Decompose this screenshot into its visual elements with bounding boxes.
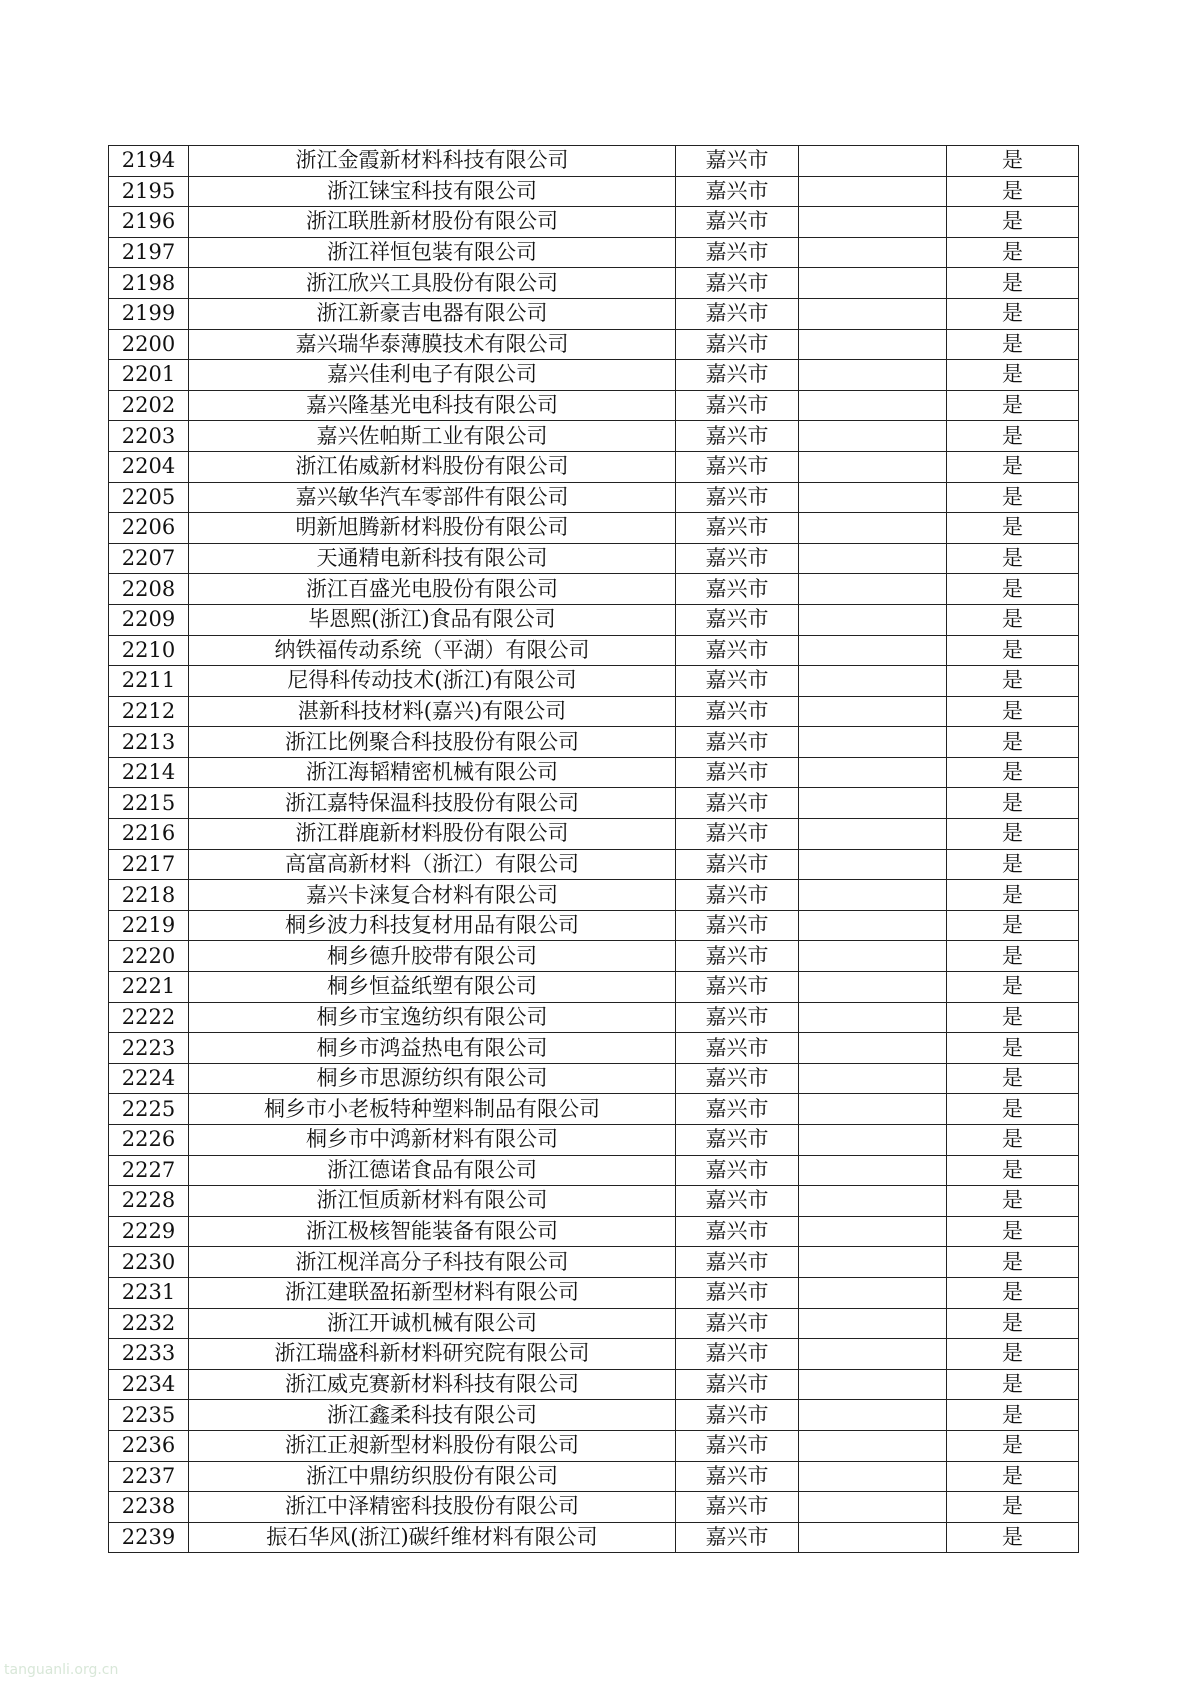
blank-cell	[799, 1216, 947, 1247]
blank-cell	[799, 1033, 947, 1064]
table-row	[109, 1461, 1079, 1492]
row-number-cell: 2205	[109, 482, 189, 513]
blank-cell	[799, 268, 947, 299]
blank-cell	[799, 666, 947, 697]
company-name-cell: 浙江威克赛新材料科技有限公司	[189, 1369, 676, 1400]
blank-cell	[799, 880, 947, 911]
table-row	[109, 910, 1079, 941]
row-number-cell: 2230	[109, 1247, 189, 1278]
flag-cell: 是	[947, 298, 1079, 329]
flag-cell: 是	[947, 604, 1079, 635]
flag-cell: 是	[947, 574, 1079, 605]
row-number-cell: 2225	[109, 1094, 189, 1125]
blank-cell	[799, 1063, 947, 1094]
company-name-cell: 浙江联胜新材股份有限公司	[189, 207, 676, 238]
blank-cell	[799, 390, 947, 421]
table-row	[109, 972, 1079, 1003]
row-number-cell: 2224	[109, 1063, 189, 1094]
row-number-cell: 2200	[109, 329, 189, 360]
row-number-cell: 2216	[109, 819, 189, 850]
city-cell: 嘉兴市	[676, 941, 799, 972]
table-row	[109, 849, 1079, 880]
flag-cell: 是	[947, 390, 1079, 421]
table-row	[109, 237, 1079, 268]
row-number-cell: 2210	[109, 635, 189, 666]
blank-cell	[799, 972, 947, 1003]
row-number-cell: 2238	[109, 1492, 189, 1523]
city-cell: 嘉兴市	[676, 1522, 799, 1553]
city-cell: 嘉兴市	[676, 146, 799, 177]
flag-cell: 是	[947, 1155, 1079, 1186]
flag-cell: 是	[947, 1277, 1079, 1308]
table-row	[109, 666, 1079, 697]
blank-cell	[799, 819, 947, 850]
company-name-cell: 嘉兴隆基光电科技有限公司	[189, 390, 676, 421]
city-cell: 嘉兴市	[676, 329, 799, 360]
blank-cell	[799, 1277, 947, 1308]
city-cell: 嘉兴市	[676, 1033, 799, 1064]
blank-cell	[799, 329, 947, 360]
blank-cell	[799, 1308, 947, 1339]
flag-cell: 是	[947, 513, 1079, 544]
city-cell: 嘉兴市	[676, 1155, 799, 1186]
city-cell: 嘉兴市	[676, 849, 799, 880]
company-name-cell: 浙江瑞盛科新材料研究院有限公司	[189, 1339, 676, 1370]
flag-cell: 是	[947, 1400, 1079, 1431]
row-number-cell: 2215	[109, 788, 189, 819]
blank-cell	[799, 451, 947, 482]
city-cell: 嘉兴市	[676, 1125, 799, 1156]
table-row	[109, 1277, 1079, 1308]
flag-cell: 是	[947, 819, 1079, 850]
blank-cell	[799, 237, 947, 268]
table-row	[109, 1125, 1079, 1156]
row-number-cell: 2228	[109, 1186, 189, 1217]
row-number-cell: 2218	[109, 880, 189, 911]
table-row	[109, 788, 1079, 819]
row-number-cell: 2194	[109, 146, 189, 177]
flag-cell: 是	[947, 849, 1079, 880]
table-row	[109, 1247, 1079, 1278]
company-name-cell: 桐乡市小老板特种塑料制品有限公司	[189, 1094, 676, 1125]
row-number-cell: 2222	[109, 1002, 189, 1033]
company-name-cell: 桐乡恒益纸塑有限公司	[189, 972, 676, 1003]
flag-cell: 是	[947, 1247, 1079, 1278]
city-cell: 嘉兴市	[676, 1492, 799, 1523]
table-row	[109, 1063, 1079, 1094]
blank-cell	[799, 1247, 947, 1278]
flag-cell: 是	[947, 421, 1079, 452]
company-name-cell: 浙江中泽精密科技股份有限公司	[189, 1492, 676, 1523]
flag-cell: 是	[947, 543, 1079, 574]
flag-cell: 是	[947, 1308, 1079, 1339]
city-cell: 嘉兴市	[676, 390, 799, 421]
blank-cell	[799, 910, 947, 941]
city-cell: 嘉兴市	[676, 910, 799, 941]
blank-cell	[799, 1094, 947, 1125]
row-number-cell: 2206	[109, 513, 189, 544]
blank-cell	[799, 1492, 947, 1523]
city-cell: 嘉兴市	[676, 1186, 799, 1217]
blank-cell	[799, 604, 947, 635]
flag-cell: 是	[947, 635, 1079, 666]
table-row	[109, 1186, 1079, 1217]
row-number-cell: 2197	[109, 237, 189, 268]
blank-cell	[799, 482, 947, 513]
blank-cell	[799, 543, 947, 574]
row-number-cell: 2211	[109, 666, 189, 697]
table-row	[109, 1400, 1079, 1431]
company-name-cell: 浙江群鹿新材料股份有限公司	[189, 819, 676, 850]
company-name-cell: 尼得科传动技术(浙江)有限公司	[189, 666, 676, 697]
table-row	[109, 1094, 1079, 1125]
flag-cell: 是	[947, 1094, 1079, 1125]
table-row	[109, 421, 1079, 452]
city-cell: 嘉兴市	[676, 237, 799, 268]
city-cell: 嘉兴市	[676, 635, 799, 666]
company-name-cell: 浙江德诺食品有限公司	[189, 1155, 676, 1186]
flag-cell: 是	[947, 1002, 1079, 1033]
blank-cell	[799, 727, 947, 758]
table-row	[109, 604, 1079, 635]
company-name-cell: 嘉兴敏华汽车零部件有限公司	[189, 482, 676, 513]
city-cell: 嘉兴市	[676, 1308, 799, 1339]
row-number-cell: 2232	[109, 1308, 189, 1339]
city-cell: 嘉兴市	[676, 757, 799, 788]
flag-cell: 是	[947, 788, 1079, 819]
row-number-cell: 2219	[109, 910, 189, 941]
blank-cell	[799, 1522, 947, 1553]
blank-cell	[799, 360, 947, 391]
blank-cell	[799, 207, 947, 238]
table-row	[109, 727, 1079, 758]
row-number-cell: 2235	[109, 1400, 189, 1431]
city-cell: 嘉兴市	[676, 543, 799, 574]
city-cell: 嘉兴市	[676, 574, 799, 605]
company-name-cell: 浙江开诚机械有限公司	[189, 1308, 676, 1339]
company-name-cell: 浙江欣兴工具股份有限公司	[189, 268, 676, 299]
city-cell: 嘉兴市	[676, 1339, 799, 1370]
city-cell: 嘉兴市	[676, 788, 799, 819]
blank-cell	[799, 635, 947, 666]
row-number-cell: 2213	[109, 727, 189, 758]
table-row	[109, 880, 1079, 911]
row-number-cell: 2212	[109, 696, 189, 727]
city-cell: 嘉兴市	[676, 819, 799, 850]
row-number-cell: 2237	[109, 1461, 189, 1492]
city-cell: 嘉兴市	[676, 268, 799, 299]
city-cell: 嘉兴市	[676, 666, 799, 697]
row-number-cell: 2226	[109, 1125, 189, 1156]
row-number-cell: 2198	[109, 268, 189, 299]
row-number-cell: 2220	[109, 941, 189, 972]
row-number-cell: 2217	[109, 849, 189, 880]
flag-cell: 是	[947, 1430, 1079, 1461]
blank-cell	[799, 146, 947, 177]
city-cell: 嘉兴市	[676, 1063, 799, 1094]
row-number-cell: 2223	[109, 1033, 189, 1064]
blank-cell	[799, 1369, 947, 1400]
company-name-cell: 天通精电新科技有限公司	[189, 543, 676, 574]
city-cell: 嘉兴市	[676, 421, 799, 452]
table-row	[109, 513, 1079, 544]
enterprise-list-table	[108, 145, 1079, 1553]
company-name-cell: 浙江百盛光电股份有限公司	[189, 574, 676, 605]
company-name-cell: 嘉兴卡涞复合材料有限公司	[189, 880, 676, 911]
blank-cell	[799, 1186, 947, 1217]
table-row	[109, 207, 1079, 238]
flag-cell: 是	[947, 1186, 1079, 1217]
company-name-cell: 浙江海韬精密机械有限公司	[189, 757, 676, 788]
company-name-cell: 浙江中鼎纺织股份有限公司	[189, 1461, 676, 1492]
row-number-cell: 2236	[109, 1430, 189, 1461]
blank-cell	[799, 1339, 947, 1370]
table-row	[109, 1430, 1079, 1461]
flag-cell: 是	[947, 1461, 1079, 1492]
company-name-cell: 浙江铼宝科技有限公司	[189, 176, 676, 207]
row-number-cell: 2209	[109, 604, 189, 635]
flag-cell: 是	[947, 1522, 1079, 1553]
blank-cell	[799, 574, 947, 605]
table-row	[109, 176, 1079, 207]
row-number-cell: 2201	[109, 360, 189, 391]
company-name-cell: 桐乡市中鸿新材料有限公司	[189, 1125, 676, 1156]
row-number-cell: 2214	[109, 757, 189, 788]
table-row	[109, 1002, 1079, 1033]
company-name-cell: 浙江新豪吉电器有限公司	[189, 298, 676, 329]
blank-cell	[799, 1155, 947, 1186]
row-number-cell: 2221	[109, 972, 189, 1003]
city-cell: 嘉兴市	[676, 451, 799, 482]
table-row	[109, 360, 1079, 391]
company-name-cell: 桐乡市宝逸纺织有限公司	[189, 1002, 676, 1033]
flag-cell: 是	[947, 1339, 1079, 1370]
row-number-cell: 2229	[109, 1216, 189, 1247]
blank-cell	[799, 1400, 947, 1431]
company-name-cell: 桐乡波力科技复材用品有限公司	[189, 910, 676, 941]
flag-cell: 是	[947, 176, 1079, 207]
row-number-cell: 2202	[109, 390, 189, 421]
flag-cell: 是	[947, 1369, 1079, 1400]
city-cell: 嘉兴市	[676, 1461, 799, 1492]
city-cell: 嘉兴市	[676, 1369, 799, 1400]
city-cell: 嘉兴市	[676, 696, 799, 727]
flag-cell: 是	[947, 941, 1079, 972]
flag-cell: 是	[947, 207, 1079, 238]
table-row	[109, 1492, 1079, 1523]
table-row	[109, 482, 1079, 513]
row-number-cell: 2195	[109, 176, 189, 207]
company-name-cell: 桐乡市鸿益热电有限公司	[189, 1033, 676, 1064]
flag-cell: 是	[947, 1033, 1079, 1064]
table-row	[109, 696, 1079, 727]
company-name-cell: 浙江枧洋高分子科技有限公司	[189, 1247, 676, 1278]
blank-cell	[799, 513, 947, 544]
blank-cell	[799, 176, 947, 207]
flag-cell: 是	[947, 666, 1079, 697]
row-number-cell: 2233	[109, 1339, 189, 1370]
blank-cell	[799, 696, 947, 727]
flag-cell: 是	[947, 972, 1079, 1003]
blank-cell	[799, 298, 947, 329]
company-name-cell: 浙江极核智能装备有限公司	[189, 1216, 676, 1247]
blank-cell	[799, 1002, 947, 1033]
company-name-cell: 浙江嘉特保温科技股份有限公司	[189, 788, 676, 819]
table-row	[109, 1216, 1079, 1247]
flag-cell: 是	[947, 237, 1079, 268]
flag-cell: 是	[947, 451, 1079, 482]
blank-cell	[799, 1461, 947, 1492]
table-row	[109, 1522, 1079, 1553]
company-name-cell: 浙江佑威新材料股份有限公司	[189, 451, 676, 482]
table-row	[109, 941, 1079, 972]
row-number-cell: 2239	[109, 1522, 189, 1553]
table-row	[109, 390, 1079, 421]
flag-cell: 是	[947, 727, 1079, 758]
flag-cell: 是	[947, 757, 1079, 788]
row-number-cell: 2234	[109, 1369, 189, 1400]
flag-cell: 是	[947, 268, 1079, 299]
city-cell: 嘉兴市	[676, 1277, 799, 1308]
company-name-cell: 浙江祥恒包装有限公司	[189, 237, 676, 268]
table-row	[109, 146, 1079, 177]
company-name-cell: 明新旭腾新材料股份有限公司	[189, 513, 676, 544]
company-name-cell: 浙江正昶新型材料股份有限公司	[189, 1430, 676, 1461]
table-row	[109, 1308, 1079, 1339]
row-number-cell: 2231	[109, 1277, 189, 1308]
table-row	[109, 1369, 1079, 1400]
table-row	[109, 757, 1079, 788]
table-row	[109, 298, 1079, 329]
company-name-cell: 桐乡市思源纺织有限公司	[189, 1063, 676, 1094]
company-name-cell: 浙江比例聚合科技股份有限公司	[189, 727, 676, 758]
row-number-cell: 2196	[109, 207, 189, 238]
table-row	[109, 635, 1079, 666]
row-number-cell: 2227	[109, 1155, 189, 1186]
row-number-cell: 2204	[109, 451, 189, 482]
company-name-cell: 振石华风(浙江)碳纤维材料有限公司	[189, 1522, 676, 1553]
city-cell: 嘉兴市	[676, 1247, 799, 1278]
flag-cell: 是	[947, 1125, 1079, 1156]
flag-cell: 是	[947, 1216, 1079, 1247]
company-name-cell: 毕恩熙(浙江)食品有限公司	[189, 604, 676, 635]
row-number-cell: 2199	[109, 298, 189, 329]
table-row	[109, 451, 1079, 482]
blank-cell	[799, 757, 947, 788]
city-cell: 嘉兴市	[676, 207, 799, 238]
company-name-cell: 浙江鑫柔科技有限公司	[189, 1400, 676, 1431]
city-cell: 嘉兴市	[676, 604, 799, 635]
flag-cell: 是	[947, 1063, 1079, 1094]
company-name-cell: 湛新科技材料(嘉兴)有限公司	[189, 696, 676, 727]
flag-cell: 是	[947, 329, 1079, 360]
city-cell: 嘉兴市	[676, 1094, 799, 1125]
city-cell: 嘉兴市	[676, 1400, 799, 1431]
company-name-cell: 嘉兴佳利电子有限公司	[189, 360, 676, 391]
watermark-text: tanguanli.org.cn	[4, 1662, 119, 1678]
blank-cell	[799, 421, 947, 452]
city-cell: 嘉兴市	[676, 880, 799, 911]
blank-cell	[799, 941, 947, 972]
city-cell: 嘉兴市	[676, 727, 799, 758]
blank-cell	[799, 849, 947, 880]
table-body	[109, 146, 1079, 1553]
city-cell: 嘉兴市	[676, 972, 799, 1003]
company-name-cell: 嘉兴佐帕斯工业有限公司	[189, 421, 676, 452]
table-row	[109, 574, 1079, 605]
city-cell: 嘉兴市	[676, 1002, 799, 1033]
company-name-cell: 浙江恒质新材料有限公司	[189, 1186, 676, 1217]
table-row	[109, 819, 1079, 850]
city-cell: 嘉兴市	[676, 1216, 799, 1247]
city-cell: 嘉兴市	[676, 513, 799, 544]
company-name-cell: 高富高新材料（浙江）有限公司	[189, 849, 676, 880]
table-row	[109, 329, 1079, 360]
table-row	[109, 268, 1079, 299]
city-cell: 嘉兴市	[676, 176, 799, 207]
city-cell: 嘉兴市	[676, 1430, 799, 1461]
blank-cell	[799, 1430, 947, 1461]
row-number-cell: 2207	[109, 543, 189, 574]
company-name-cell: 浙江金霞新材料科技有限公司	[189, 146, 676, 177]
company-name-cell: 纳铁福传动系统（平湖）有限公司	[189, 635, 676, 666]
table-row	[109, 1339, 1079, 1370]
flag-cell: 是	[947, 1492, 1079, 1523]
company-name-cell: 桐乡德升胶带有限公司	[189, 941, 676, 972]
flag-cell: 是	[947, 880, 1079, 911]
table-row	[109, 1033, 1079, 1064]
company-name-cell: 嘉兴瑞华泰薄膜技术有限公司	[189, 329, 676, 360]
flag-cell: 是	[947, 146, 1079, 177]
city-cell: 嘉兴市	[676, 298, 799, 329]
table-row	[109, 1155, 1079, 1186]
city-cell: 嘉兴市	[676, 360, 799, 391]
flag-cell: 是	[947, 696, 1079, 727]
city-cell: 嘉兴市	[676, 482, 799, 513]
table-row	[109, 543, 1079, 574]
flag-cell: 是	[947, 910, 1079, 941]
flag-cell: 是	[947, 360, 1079, 391]
flag-cell: 是	[947, 482, 1079, 513]
blank-cell	[799, 1125, 947, 1156]
company-name-cell: 浙江建联盈拓新型材料有限公司	[189, 1277, 676, 1308]
row-number-cell: 2208	[109, 574, 189, 605]
blank-cell	[799, 788, 947, 819]
row-number-cell: 2203	[109, 421, 189, 452]
